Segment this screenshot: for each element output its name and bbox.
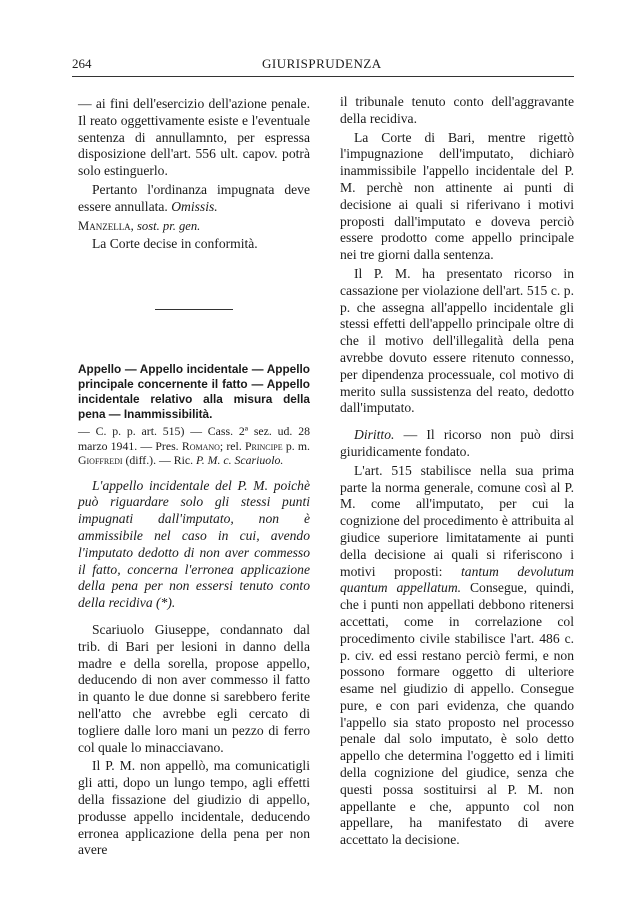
paragraph: [340, 463, 574, 849]
paragraph-text: — Il ricorso non può dirsi giuridicamente fondato.: [340, 427, 574, 459]
header-rule: [72, 76, 574, 77]
decision-note: La Corte decise in conformità.: [92, 236, 258, 252]
right-column: [340, 94, 574, 851]
paragraph: [340, 427, 574, 461]
omissis: Omissis.: [171, 198, 218, 214]
appellant: P. M. c. Scariuolo.: [196, 453, 284, 468]
paragraph: — ai fini dell'esercizio dell'azione penale. Il reato oggettivamente esiste e l'eventuale sentenza di annullamnto, per espressa disposizione dell'art. 556 ult. capov. potrà solo estinguerlo.: [78, 96, 310, 179]
paragraph-text: Pertanto l'ordinanza impugnata deve essere annullata.: [78, 181, 310, 214]
paragraph: il tribunale tenuto conto dell'aggravante della recidiva.: [340, 94, 574, 126]
paragraph: Scariuolo Giuseppe, condannato dal trib. di Bari per lesioni in danno della madre e della sorella, propose appello, deducendo di non aver commesso il fatto in quanto le due donne si sarebbero ferite nell'atto che avrebbe egli cercato di togliere dalle loro mani un pezzo di ferro col quale lo minacciavano.: [78, 622, 310, 755]
running-title: GIURISPRUDENZA: [262, 56, 382, 71]
citation-text: (diff.). — Ric.: [125, 453, 194, 468]
case-citation: [78, 424, 310, 468]
pm-name: Gioffredi: [78, 453, 123, 468]
signature-name: Manzella,: [78, 218, 134, 233]
legal-principle: L'appello incidentale del P. M. poichè può riguardare solo gli stessi punti impugnati dall'imputato, non è ammissibile nel caso in cui, avendo l'imputato dedotto di non aver commesso il fatto, concerna l'erronea applicazione della pena per non essersi tenuto conto della recidiva (*).: [78, 477, 310, 611]
paragraph: La Corte di Bari, mentre rigettò l'impugnazione dell'imputato, dichiarò inammissibile l'appello incidentale del P. M. perchè non attinente ai punti di decisione ai quali si riferivano i motivi proposti dall'imputato e doveva perciò essere prodotto come appello principale nei tre giorni dalla sentenza.: [340, 129, 574, 263]
citation-text: p. m.: [285, 438, 310, 453]
relatore-name: Principe: [244, 438, 283, 453]
left-column: [78, 96, 310, 861]
citation-text: — C. p. p. art. 515) — Cass. 2ª sez. ud. 28 marzo 1941. — Pres.: [78, 424, 310, 453]
paragraph: Il P. M. non appellò, ma comunicatigli gli atti, dopo un lungo tempo, agli effetti della fissazione del giudizio di appello, produsse appello incidentale, deducendo erronea applicazione della pena per non avere: [78, 758, 310, 858]
page-number: 264: [72, 56, 92, 71]
section-lead: Diritto.: [354, 427, 395, 443]
paragraph: [78, 182, 310, 216]
signature: [78, 218, 310, 235]
citation-text: ; rel.: [219, 438, 242, 453]
paragraph: Il P. M. ha presentato ricorso in cassazione per violazione dell'art. 515 c. p. p. che assegna all'appello incidentale gli stessi effetti dell'appello principale oltre di che il motivo dell'illegalità della pena avrebbe dovuto essere ritenuto connesso, per dipendenza processuale, col motivo di merito sulla sussistenza del reato, dedotto dall'imputato.: [340, 265, 574, 416]
section-divider: [155, 309, 233, 310]
latin-maxim: tantum devolutum quantum appellatum.: [340, 563, 574, 596]
paragraph-text: L'art. 515 stabilisce nella sua prima parte la norma generale, comune così al P. M. come all'imputato, per cui la cognizione del procedimento è attribuita al giudice superiore limitatamente ai punti della decisione ai quali si riferiscono i motivi proposti:: [340, 462, 574, 579]
headnote-keywords: Appello — Appello incidentale — Appello principale concernente il fatto — Appello incidentale relativo alla misura della pena — Inammissibilità.: [78, 362, 310, 422]
signature-role: sost. pr. gen.: [137, 218, 201, 233]
president-name: Romano: [181, 438, 220, 453]
paragraph-text: Consegue, quindi, che i punti non appellati debbono ritenersi accettati, come in correlazione col procedimento civile stabilisce l'art. 486 c. p. civ. ed essi restano perciò fermi, e non possono formare oggetto di ulteriore esame nel giudizio di appello. Consegue pure, e con pari evidenza, che quando l'appello sia stato proposto nel processo penale dal solo imputato, è solo detto appello che determina l'oggetto ed i limiti della cognizione del giudice, senza che questi possa sostituirsi al P. M. non appellante e che, appunto col non appellare, ha manifestato di avere accettato la decisione.: [340, 580, 574, 848]
